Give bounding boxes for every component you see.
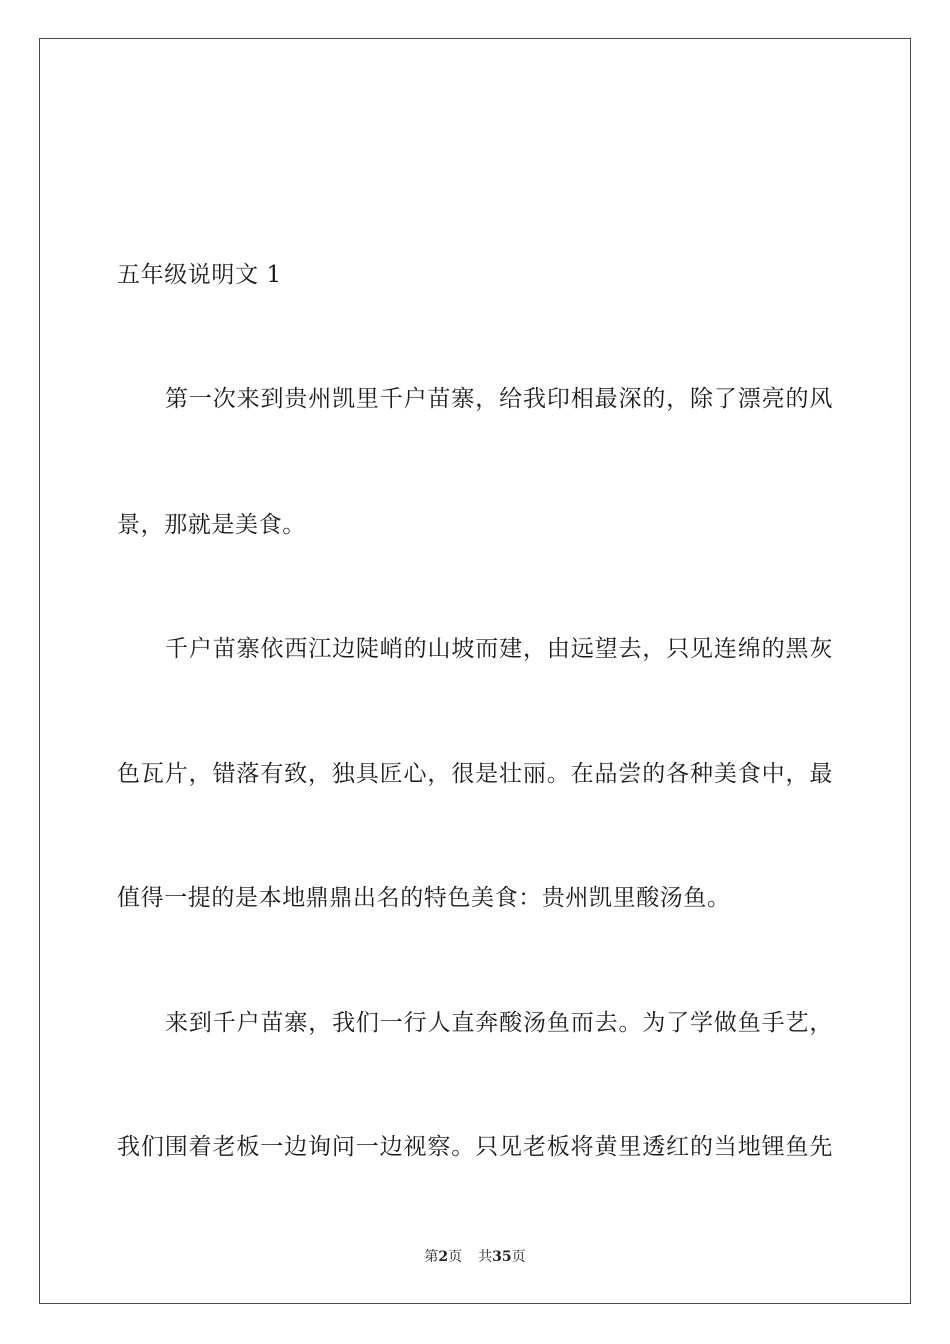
paragraph-2-line-3: 值得一提的是本地鼎鼎出名的特色美食：贵州凯里酸汤鱼。 [117, 885, 731, 911]
paragraph-2-line-1: 千户苗寨依西江边陡峭的山坡而建，由远望去，只见连绵的黑灰 [165, 636, 833, 662]
paragraph-3-line-1: 来到千户苗寨，我们一行人直奔酸汤鱼而去。为了学做鱼手艺， [165, 1010, 833, 1036]
total-pages: 35 [492, 1249, 512, 1265]
paragraph-3-line-2: 我们围着老板一边询问一边视察。只见老板将黄里透红的当地锂鱼先 [117, 1134, 833, 1160]
total-label-suffix: 页 [511, 1249, 526, 1265]
page-label-prefix: 第 [424, 1249, 439, 1265]
page-label-suffix: 页 [448, 1249, 463, 1265]
document-title: 五年级说明文 1 [117, 262, 282, 288]
paragraph-1-line-2: 景，那就是美食。 [117, 512, 306, 538]
page-border [39, 38, 911, 1304]
paragraph-2-line-2: 色瓦片，错落有致，独具匠心，很是壮丽。在品尝的各种美食中，最 [117, 761, 833, 787]
page-footer [0, 1248, 950, 1266]
total-label-prefix: 共 [478, 1249, 493, 1265]
page-number: 2 [438, 1249, 449, 1265]
paragraph-1-line-1: 第一次来到贵州凯里千户苗寨，给我印相最深的，除了漂亮的风 [165, 386, 833, 412]
